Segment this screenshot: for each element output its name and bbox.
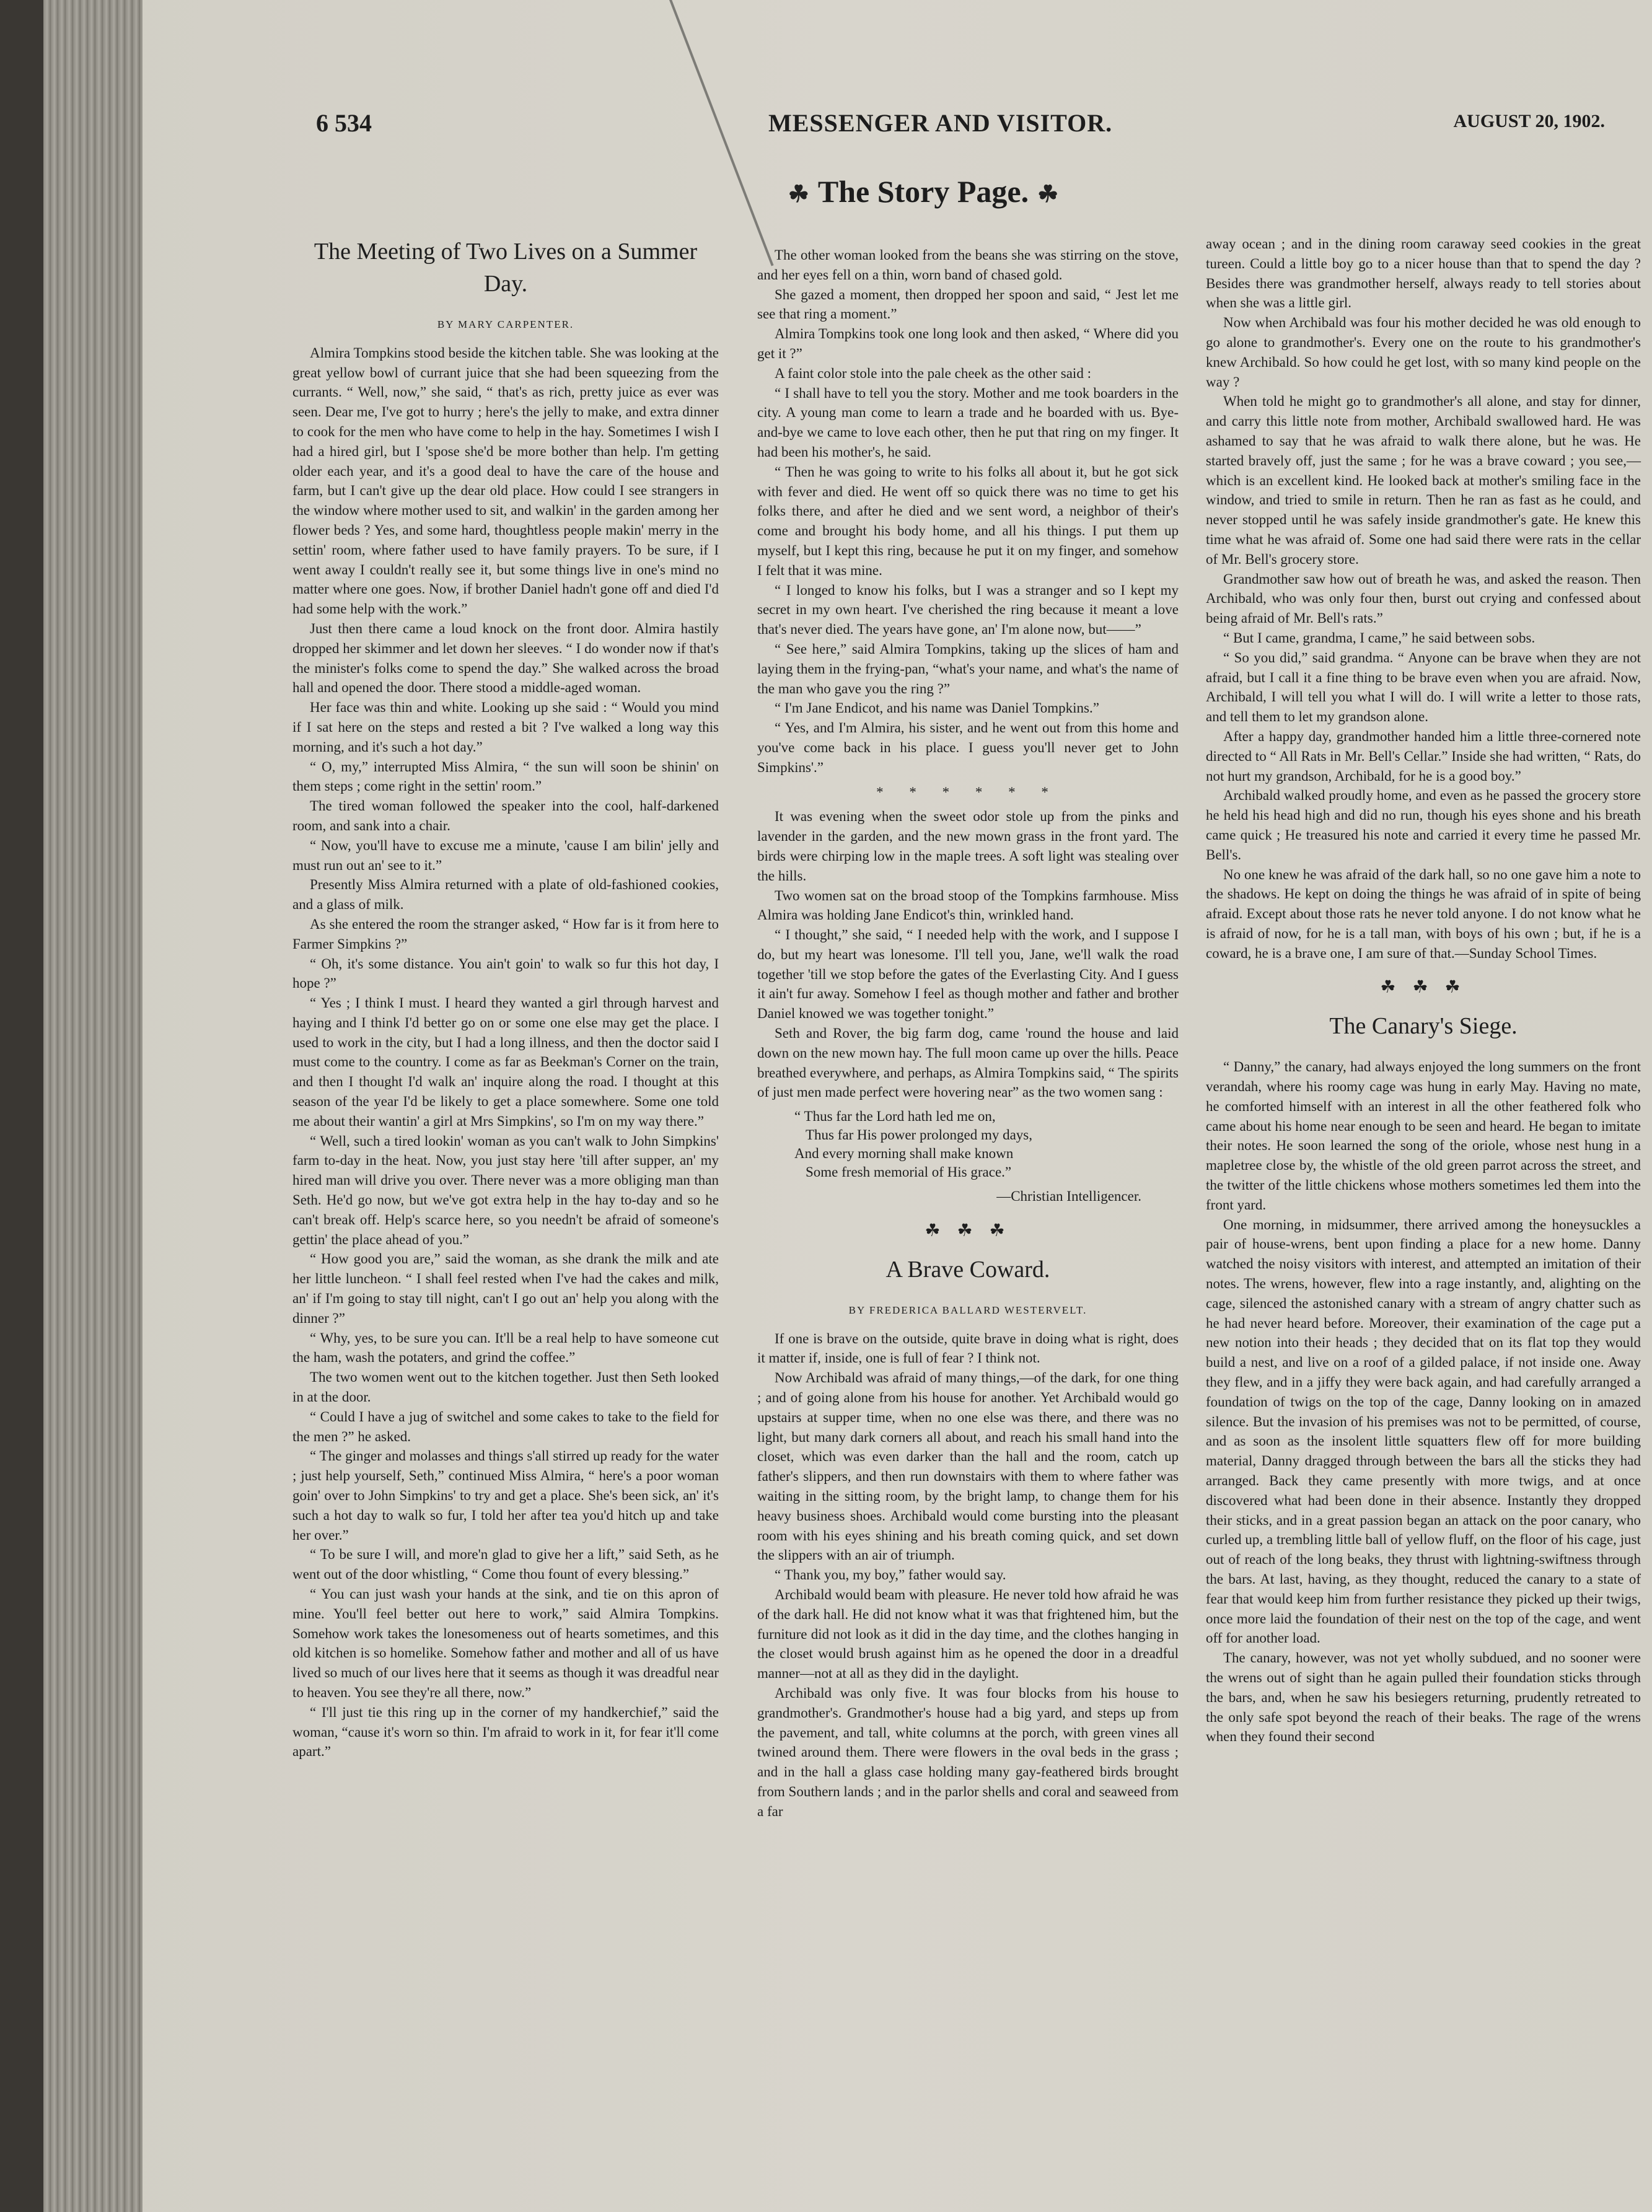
paragraph: “ I longed to know his folks, but I was a stranger and so I kept my secret in my own heart. I've cherished the ring because it meant a love that's never died. The years have gone, an' I'm alone now, but——”: [757, 582, 1179, 638]
book-binding-edge: [43, 0, 143, 2212]
article-title: The Canary's Siege.: [1329, 1013, 1518, 1040]
paragraph: Two women sat on the broad stoop of the Tompkins farmhouse. Miss Almira was holding Jane Endicot's thin, wrinkled hand.: [757, 887, 1179, 923]
paragraph: Archibald would beam with pleasure. He never told how afraid he was of the dark hall. He did not know what it was that frightened him, but the furniture did not look as it did in the day time, and the clothes hanging in the closet would brush against him as he opened the door in a dreadful manner—not at all as they did in the daylight.: [757, 1587, 1179, 1682]
paragraph: “ O, my,” interrupted Miss Almira, “ the sun will soon be shinin' on them steps ; come right in the settin' room.”: [292, 758, 719, 794]
paragraph: “ But I came, grandma, I came,” he said between sobs.: [1223, 630, 1536, 646]
paragraph: If one is brave on the outside, quite brave in doing what is right, does it matter if, inside, one is full of fear ? I think not.: [757, 1330, 1179, 1366]
paragraph: It was evening when the sweet odor stole up from the pinks and lavender in the garden, and the new mown grass in the front yard. The birds were chirping low in the maple trees. A soft light was stealing over the hills.: [757, 809, 1179, 884]
paragraph: She gazed a moment, then dropped her spoon and said, “ Jest let me see that ring a moment.”: [757, 286, 1179, 322]
article-title: A Brave Coward.: [885, 1256, 1050, 1283]
paragraph: “ How good you are,” said the woman, as she drank the milk and ate her little luncheon. “ I shall feel rested when I've had the cakes and milk, an' if I'm going to stay till night, can't I go out an' help you along with the dinner ?”: [292, 1251, 719, 1326]
paragraph: Just then there came a loud knock on the front door. Almira hastily dropped her skimmer and let down her sleeves. “ I do wonder now if that's the minister's folks come to spend the day.” She walked across the broad hall and opened the door. There stood a middle-aged woman.: [292, 620, 719, 696]
paragraph: Presently Miss Almira returned with a plate of old-fashioned cookies, and a glass of milk.: [292, 877, 719, 913]
verse-line: “ Thus far the Lord hath led me on,: [794, 1108, 996, 1125]
section-title-text: The Story Page.: [817, 174, 1029, 209]
paragraph: Almira Tompkins stood beside the kitchen table. She was looking at the great yellow bowl of currant juice that she had been squeezing from the currants. “ Well, now,” she said, “ that's as rich, pretty juice as ever was seen. Dear me, I've got to hurry ; here's the jelly to make, and extra dinner to cook for the men who have come to help in the hay. Sometimes I wish I had a hired girl, but I 'spose she'd be more bother than help. I'm getting older each year, and it's a good deal to have the care of the house and farm, but I can't give up the dear old place. How could I see strangers in the window where mother used to sit, and walkin' in the garden among her flower beds ? Yes, and some hard, thoughtless people makin' merry in the settin' room, where father used to have family prayers. To be sure, if I went away I couldn't really see it, but some things live in one's mind no matter where one goes. Now, if brother Daniel hadn't gone off and died I'd had some help with the work.”: [292, 345, 719, 617]
paragraph: A faint color stole into the pale cheek as the other said :: [775, 365, 1091, 381]
verse-line: Some fresh memorial of His grace.”: [806, 1164, 1012, 1180]
masthead: MESSENGER AND VISITOR.: [768, 109, 1113, 137]
paragraph: “ Could I have a jug of switchel and some cakes to take to the field for the men ?” he asked.: [292, 1408, 719, 1444]
paragraph: “ To be sure I will, and more'n glad to give her a lift,” said Seth, as he went out of the door whistling, “ Come thou fount of every blessing.”: [292, 1547, 719, 1582]
clover-separator: ☘ ☘ ☘: [925, 1221, 1011, 1241]
issue-date: AUGUST 20, 1902.: [1453, 111, 1605, 131]
paragraph: “ I shall have to tell you the story. Mother and me took boarders in the city. A young man come to learn a trade and he boarded with us. Bye-and-bye we came to love each other, then he put that ring on my finger. It had been his mother's, he said.: [757, 385, 1179, 460]
column-3: [1206, 234, 1641, 1747]
paragraph: “ See here,” said Almira Tompkins, taking up the slices of ham and laying them in the frying-pan, “what's your name, and what's the name of the man who gave you the ring ?”: [757, 641, 1179, 696]
paragraph: “ Oh, it's some distance. You ain't goin' to walk so fur this hot day, I hope ?”: [292, 955, 719, 991]
newspaper-page: [43, 0, 1652, 2212]
paragraph: The other woman looked from the beans she was stirring on the stove, and her eyes fell on a thin, worn band of chased gold.: [757, 247, 1179, 283]
paragraph: “ So you did,” said grandma. “ Anyone can be brave when they are not afraid, but I call it a fine thing to be brave even when you are afraid. Now, Archibald, I will tell you what I will do. I will write a letter to those rats, and tell them to let my grandson alone.: [1206, 649, 1641, 725]
paragraph: Archibald walked proudly home, and even as he passed the grocery store he held his head high and did no run, though his eyes shone and his breath came quick ; He treasured his note and carried it every time he passed Mr. Bell's.: [1206, 788, 1641, 862]
paragraph: “ Danny,” the canary, had always enjoyed the long summers on the front verandah, where his roomy cage was hung in early May. Having no mate, he comforted himself with an interest in all the other feathered folk who came about his home near enough to be seen and heard. He began to imitate their notes. He soon learned the song of the oriole, whose nest hung in a mapletree close by, the whistle of the old green parrot across the street, and the twitter of the little chickens whose mothers sometimes led them into the front yard.: [1206, 1059, 1641, 1213]
hymn-verse: [794, 1107, 1179, 1182]
paragraph: “ Why, yes, to be sure you can. It'll be a real help to have someone cut the ham, wash the potaters, and grind the coffee.”: [292, 1330, 719, 1366]
paragraph: Archibald was only five. It was four blocks from his house to grandmother's. Grandmother's house had a big yard, and steps up from the pavement, and tall, white columns at the porch, with green vines all twined around them. There were flowers in the oval beds in the grass ; and in the hall a glass case holding many gay-feathered birds brought from Southern lands ; and in the parlor shells and coral and seaweed from a far: [757, 1685, 1179, 1819]
paragraph: Seth and Rover, the big farm dog, came 'round the house and laid down on the new mown hay. The full moon came up over the hills. Peace breathed everywhere, and perhaps, as Almira Tompkins said, “ The spirits of just men made perfect were hovering near” as the two women sang :: [757, 1025, 1179, 1100]
paragraph: One morning, in midsummer, there arrived among the honeysuckles a pair of house-wrens, bent upon finding a place for a new home. Danny watched the noisy visitors with interest, and attempted an imitation of their notes. The wrens, however, flew into a rage instantly, and, alighting on the cage, silenced the astonished canary with a stream of angry chatter such as he had never heard before. Moreover, their examination of the cage put a new notion into their heads ; they decided that on its flat top they would build a nest, and live on a roof of a gilded palace, if not inside one. Away they flew, and in a jiffy they were back again, and had carefully arranged a foundation of twigs on the top of the cage, Danny looking on in amazed silence. But the invasion of his premises was not to be permitted, of course, and as soon as the insolent little squatters flew off for more building material, Danny dragged through between the bars all the sticks they had arranged. Back they came presently with more twigs, and at once discovered what had been done in their absence. Instantly they dropped their sticks, and in a great passion began an attack on the poor canary, who curled up, a trembling little ball of yellow fluff, on the floor of his cage, just out of reach of the long beaks, they thrust with lightning-swiftness through the bars. At last, having, as they thought, reduced the canary to a state of fear that would keep him from further resistance they picked up their twigs, once more laid the foundation of their nest on the top of the cage, and went off for another load.: [1206, 1216, 1641, 1646]
paragraph: The tired woman followed the speaker into the cool, half-darkened room, and sank into a chair.: [292, 798, 719, 833]
clover-ornament-icon: ☘: [788, 182, 809, 208]
article-body: [292, 343, 719, 1762]
paragraph: Grandmother saw how out of breath he was, and asked the reason. Then Archibald, who was only four then, burst out crying and confessed about being afraid of Mr. Bell's rats.”: [1206, 571, 1641, 626]
paragraph: “ Now, you'll have to excuse me a minute, 'cause I am bilin' jelly and must run out an' see to it.”: [292, 837, 719, 873]
paragraph: “ You can just wash your hands at the sink, and tie on this apron of mine. You'll feel better out here to work,” said Almira Tompkins. Somehow work takes the lonesomeness out of hearts sometimes, and this old kitchen is so homelike. Somehow father and mother and all of us have lived so much of our lives here that it seems as though it was dreadful near to heaven. You see they're all there, now.”: [292, 1586, 719, 1700]
paragraph: Now when Archibald was four his mother decided he was old enough to go alone to grandmother's. Every one on the route to his grandmother's knew Archibald. So how could he get lost, with so many kind people on the way ?: [1206, 315, 1641, 390]
paragraph: Her face was thin and white. Looking up she said : “ Would you mind if I sat here on the steps and rested a bit ? I've walked a long way this morning, and it's such a hot day.”: [292, 700, 719, 755]
verse-line: Thus far His power prolonged my days,: [806, 1127, 1033, 1143]
paragraph: Almira Tompkins took one long look and then asked, “ Where did you get it ?”: [757, 326, 1179, 361]
paragraph: away ocean ; and in the dining room caraway seed cookies in the great tureen. Could a little boy go to a nicer house than that to spend the day ? Besides there was grandmother herself, always ready to tell stories about when she was a little girl.: [1206, 236, 1641, 311]
paragraph: “ I thought,” she said, “ I needed help with the work, and I suppose I do, but my heart was lonesome. I'll tell you, Jane, we'll walk the road together 'till we stop before the gates of the Everlasting City. And I guess it ain't fur away. Somehow I feel as though mother and father and brother Daniel knowed we was together tonight.”: [757, 927, 1179, 1022]
clover-separator: ☘ ☘ ☘: [1380, 978, 1467, 998]
paragraph: “ Then he was going to write to his folks all about it, but he got sick with fever and died. He went off so quick there was no time to get his folks there, and after he died and we sent word, a neighbor of their's come and brought his body home, and all his things. I put them up myself, but I kept this ring, because he put it on my finger, and somehow I felt that it was mine.: [757, 463, 1179, 578]
section-break-stars: * * * * * *: [876, 784, 1060, 800]
page-number: 6 534: [316, 109, 372, 137]
paragraph: “ Yes ; I think I must. I heard they wanted a girl through harvest and haying and I think I'd better go on or some one else may get the place. I used to work in the city, but I had a long illness, and then the doctor said I must come to the country. I come as far as Beekman's Corner on the train, and then I thought I'd walk an' inquire along the road. I thought at this season of the year I'd be likely to get a place somewhere. Some one told me about their wantin' a girl at Mrs Simpkins', so I'm on my way there.”: [292, 995, 719, 1129]
paragraph: The two women went out to the kitchen together. Just then Seth looked in at the door.: [292, 1369, 719, 1405]
paragraph: As she entered the room the stranger asked, “ How far is it from here to Farmer Simpkins ?”: [292, 916, 719, 952]
article-byline: BY FREDERICA BALLARD WESTERVELT.: [848, 1304, 1087, 1316]
paragraph: “ I'm Jane Endicot, and his name was Daniel Tompkins.”: [775, 700, 1099, 716]
paragraph: When told he might go to grandmother's all alone, and stay for dinner, and carry this little note from mother, Archibald swallowed hard. He was ashamed to say that he was afraid to walk there alone, but he was. He started bravely off, just the same ; for he was a brave coward ; you see,—which is an excellent kind. He looked back at mother's smiling face in the window, and tried to smile in return. Then he ran as fast as he could, and never stopped until he was safely inside grandmother's gate. He knew this time what he was afraid of. Some one had said there were rats in the cellar of Mr. Bell's grocery store.: [1206, 393, 1641, 567]
paragraph: After a happy day, grandmother handed him a little three-cornered note directed to “ All Rats in Mr. Bell's Cellar.” Inside she had written, “ Rats, do not hurt my grandson, Archibald, for he is a good boy.”: [1206, 728, 1641, 784]
article-title: The Meeting of Two Lives on a Summer Day.: [314, 239, 698, 297]
article-source: —Christian Intelligencer.: [996, 1188, 1141, 1205]
paragraph: “ The ginger and molasses and things s'all stirred up ready for the water ; just help yourself, Seth,” continued Miss Almira, “ here's a poor woman goin' over to John Simpkins' to try and get a place. She's been sick, an' it's such a hot day to walk so fur, I told her after tea you'd hitch up and take her over.”: [292, 1448, 719, 1543]
verse-line: And every morning shall make known: [794, 1146, 1014, 1162]
paragraph: “ Well, such a tired lookin' woman as you can't walk to John Simpkins' farm to-day in the heat. Now, you just stay here 'till after supper, an' my hired man will drive you over. There never was a more obliging man than Seth. He'd go now, but we've got extra help in the hay to-day and so he can't break off. Help's scarce here, so you needn't be afraid of someone's gettin' the place ahead of you.”: [292, 1133, 719, 1247]
column-1: [292, 235, 719, 1762]
clover-ornament-icon: ☘: [1037, 182, 1059, 208]
paragraph: “ Yes, and I'm Almira, his sister, and he went out from this home and you've come back in his place. I guess you'll never get to John Simpkins'.”: [757, 720, 1179, 775]
paragraph: “ I'll just tie this ring up in the corner of my handkerchief,” said the woman, “cause it's worn so thin. I'm afraid to work in it, for fear it'll come apart.”: [292, 1704, 719, 1760]
section-title: [750, 173, 1097, 209]
paragraph: Now Archibald was afraid of many things,—of the dark, for one thing ; and of going alone from his house for another. Yet Archibald would go upstairs at supper time, when no one else was there, and there was no light, but many dark corners all about, and reach his small hand into the closet, which was even darker than the hall and the room, catch up father's slippers, and then run downstairs with them to where father was waiting in the sitting room, by the bright lamp, to change them for his heavy business shoes. Archibald would come bursting into the pleasant room with his eyes shining and his breath coming quick, and set down the slippers with an air of triumph.: [757, 1370, 1179, 1563]
page-header: [316, 108, 1605, 146]
article-byline: BY MARY CARPENTER.: [437, 318, 574, 330]
paragraph: The canary, however, was not yet wholly subdued, and no sooner were the wrens out of sight than he again pulled their foundation sticks through the bars, and, when he saw his besiegers returning, prudently retreated to the only safe spot beyond the reach of their beaks. The rage of the wrens when they found their second: [1206, 1650, 1641, 1745]
column-2: [757, 245, 1179, 1822]
paragraph: “ Thank you, my boy,” father would say.: [775, 1567, 1006, 1583]
paragraph: No one knew he was afraid of the dark hall, so no one gave him a note to the shadows. He kept on doing the things he was afraid of in spite of being afraid. Except about those rats he never told anyone. I do not know what he is afraid of now, for he is a tall man, with boys of his own ; but, if he is a coward, he is a brave one, I am sure of that.—Sunday School Times.: [1206, 866, 1641, 961]
